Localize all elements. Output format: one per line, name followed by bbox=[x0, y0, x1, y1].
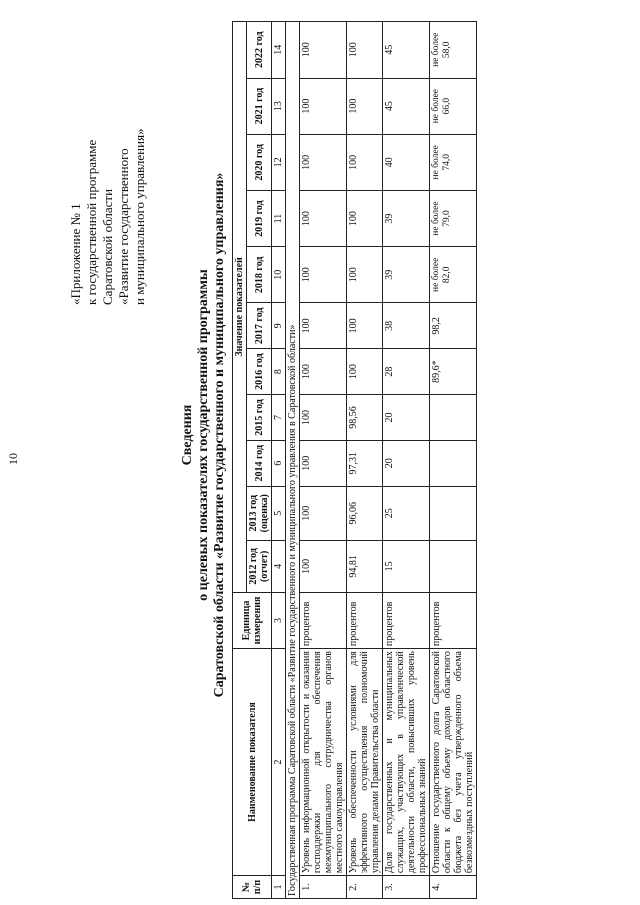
appendix-line-2: к государственной программе bbox=[84, 139, 99, 305]
appendix-line-4: «Развитие государственного bbox=[116, 148, 131, 305]
header-year: 2020 год bbox=[247, 134, 272, 190]
indicator-value: 100 bbox=[300, 486, 347, 540]
indicator-value: 100 bbox=[347, 303, 383, 349]
row-number: 3. bbox=[383, 876, 430, 899]
indicator-value bbox=[430, 440, 477, 486]
indicator-value: 100 bbox=[300, 78, 347, 134]
column-number-row bbox=[272, 22, 286, 899]
indicator-value: 45 bbox=[383, 78, 430, 134]
indicator-unit: процентов bbox=[383, 592, 430, 648]
indicator-value: 28 bbox=[383, 349, 430, 395]
appendix-block bbox=[68, 5, 148, 305]
table-row bbox=[383, 22, 430, 899]
column-number: 2 bbox=[272, 649, 286, 876]
header-year: 2019 год bbox=[247, 190, 272, 246]
appendix-line-3: Саратовской области bbox=[100, 188, 115, 305]
table-body bbox=[300, 22, 477, 899]
indicator-value: 20 bbox=[383, 395, 430, 441]
table-row bbox=[430, 22, 477, 899]
heading-line-2: о целевых показателях государственной программы bbox=[196, 269, 211, 601]
indicator-value: 100 bbox=[300, 349, 347, 395]
column-number: 11 bbox=[272, 190, 286, 246]
indicator-value: не более 74,0 bbox=[430, 134, 477, 190]
table-row bbox=[300, 22, 347, 899]
indicator-value: 100 bbox=[300, 540, 347, 592]
indicator-value: 40 bbox=[383, 134, 430, 190]
indicator-value: 100 bbox=[300, 303, 347, 349]
indicator-value: 39 bbox=[383, 190, 430, 246]
indicator-value: 20 bbox=[383, 440, 430, 486]
header-num: № п/п bbox=[233, 876, 272, 899]
table-row bbox=[347, 22, 383, 899]
column-number: 13 bbox=[272, 78, 286, 134]
header-row-1 bbox=[233, 22, 247, 899]
header-year: 2017 год bbox=[247, 303, 272, 349]
indicator-value: 100 bbox=[347, 78, 383, 134]
indicator-value bbox=[430, 540, 477, 592]
column-number: 10 bbox=[272, 247, 286, 303]
row-number: 1. bbox=[300, 876, 347, 899]
header-year: 2016 год bbox=[247, 349, 272, 395]
indicator-unit: процентов bbox=[347, 592, 383, 648]
indicator-value: 100 bbox=[347, 190, 383, 246]
indicator-value bbox=[430, 395, 477, 441]
indicator-name: Уровень информационной открытости и оказания господдержки для обеспечения межмуниципального сотрудничества органов местного самоуправления bbox=[300, 649, 347, 876]
header-year: 2015 год bbox=[247, 395, 272, 441]
indicator-name: Уровень обеспеченности условиями для эффективного осуществления полномочий управления делами Правительства области bbox=[347, 649, 383, 876]
column-number: 5 bbox=[272, 486, 286, 540]
indicator-value: 100 bbox=[300, 247, 347, 303]
indicator-value: 39 bbox=[383, 247, 430, 303]
indicator-unit: процентов bbox=[430, 592, 477, 648]
header-year: 2022 год bbox=[247, 22, 272, 79]
indicator-value: 15 bbox=[383, 540, 430, 592]
column-number: 9 bbox=[272, 303, 286, 349]
section-title: Государственная программа Саратовской области «Развитие государственного и муниципального управления в Саратовской области» bbox=[286, 22, 300, 899]
heading-line-1: Сведения bbox=[180, 404, 195, 466]
header-year: 2018 год bbox=[247, 247, 272, 303]
indicator-value: 100 bbox=[347, 349, 383, 395]
column-number: 3 bbox=[272, 592, 286, 648]
document-heading bbox=[180, 5, 228, 865]
indicator-value: 45 bbox=[383, 22, 430, 79]
header-year: 2012 год (отчет) bbox=[247, 540, 272, 592]
indicator-value: 100 bbox=[300, 22, 347, 79]
header-year: 2013 год (оценка) bbox=[247, 486, 272, 540]
indicator-value: не более 82,0 bbox=[430, 247, 477, 303]
indicator-value: не более 79,0 bbox=[430, 190, 477, 246]
header-unit: Единица измерения bbox=[233, 592, 272, 648]
row-number: 2. bbox=[347, 876, 383, 899]
indicator-value: 100 bbox=[300, 190, 347, 246]
indicator-name: Доля государственных и муниципальных служащих, участвующих в управленческой деятельности области, повысивших уровень профессиональных знаний bbox=[383, 649, 430, 876]
section-row bbox=[286, 22, 300, 899]
indicator-value: 38 bbox=[383, 303, 430, 349]
header-name: Наименование показателя bbox=[233, 649, 272, 876]
indicator-value: 100 bbox=[300, 134, 347, 190]
indicators-table bbox=[232, 21, 477, 899]
indicator-value: 25 bbox=[383, 486, 430, 540]
column-number: 6 bbox=[272, 440, 286, 486]
indicator-name: Отношение государственного долга Саратовской области к общему объему доходов областного бюджета без учета утвержденного объема безвозмездных поступлений bbox=[430, 649, 477, 876]
indicator-value: 100 bbox=[347, 22, 383, 79]
indicator-value: 100 bbox=[300, 440, 347, 486]
column-number: 8 bbox=[272, 349, 286, 395]
indicator-value: 100 bbox=[300, 395, 347, 441]
indicator-value: 100 bbox=[347, 134, 383, 190]
column-number: 1 bbox=[272, 876, 286, 899]
column-number: 7 bbox=[272, 395, 286, 441]
indicator-value: 97,31 bbox=[347, 440, 383, 486]
indicator-value: 100 bbox=[347, 247, 383, 303]
column-number: 12 bbox=[272, 134, 286, 190]
indicator-value: 94,81 bbox=[347, 540, 383, 592]
row-number: 4. bbox=[430, 876, 477, 899]
appendix-line-5: и муниципального управления» bbox=[132, 128, 147, 305]
page-number: 10 bbox=[6, 453, 20, 465]
indicator-value: 98,2 bbox=[430, 303, 477, 349]
indicator-unit: процентов bbox=[300, 592, 347, 648]
header-values: Значение показателей bbox=[233, 22, 247, 593]
indicator-value bbox=[430, 486, 477, 540]
indicator-value: не более 58,0 bbox=[430, 22, 477, 79]
column-number: 14 bbox=[272, 22, 286, 79]
appendix-line-1: «Приложение № 1 bbox=[68, 203, 83, 305]
header-year: 2014 год bbox=[247, 440, 272, 486]
indicator-value: 89,6* bbox=[430, 349, 477, 395]
indicator-value: 98,56 bbox=[347, 395, 383, 441]
column-number: 4 bbox=[272, 540, 286, 592]
heading-line-3: Саратовской области «Развитие государственного и муниципального управления» bbox=[212, 172, 227, 698]
header-year: 2021 год bbox=[247, 78, 272, 134]
indicator-value: 96,06 bbox=[347, 486, 383, 540]
indicator-value: не более 66,0 bbox=[430, 78, 477, 134]
